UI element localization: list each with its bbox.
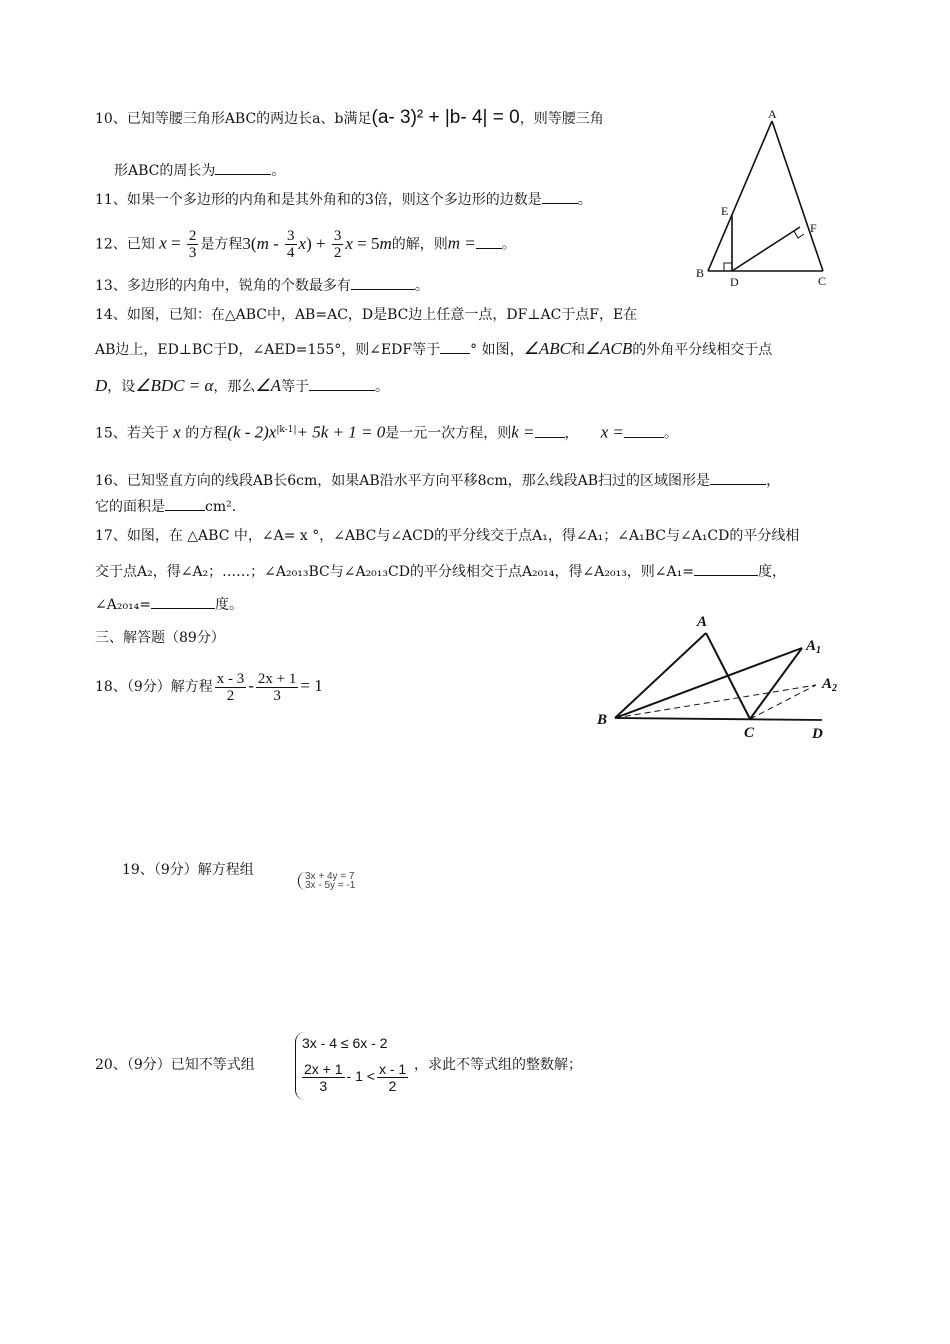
q19-text: 19、（9分）解方程组 — [122, 862, 254, 878]
q14-text-e: ，那么 — [213, 379, 256, 395]
q20-ineq1: 3x - 4 ≤ 6x - 2 — [302, 1035, 388, 1051]
q19-system — [298, 872, 428, 894]
q15-equation-tail: + 5k + 1 = 0 — [296, 422, 386, 442]
q16-text: 16、已知竖直方向的线段AB长6cm，如果AB沿水平方向平移8cm，那么线段AB扫过的区域图形是 — [95, 473, 711, 489]
label-e: E — [721, 204, 729, 218]
label-f: F — [810, 221, 817, 235]
label-a: A — [768, 107, 777, 121]
q10-text-end: ，则等腰三角 — [519, 111, 604, 127]
right-angle-d — [724, 263, 732, 271]
q13-line — [95, 275, 429, 296]
q15-equation: (k - 2)x — [227, 422, 277, 442]
q13-period: 。 — [414, 278, 429, 294]
q16-comma: ， — [766, 473, 781, 489]
q18-line — [95, 668, 323, 705]
q17-line2 — [95, 561, 786, 582]
q14-angle-abc: ∠ABC — [523, 339, 571, 358]
q14-text-c: 的外角平分线相交于点 — [632, 342, 773, 358]
label-d: D — [730, 275, 739, 289]
q17-degree: 度， — [757, 564, 786, 580]
q14-angle-acb: ∠ACB — [584, 339, 633, 358]
q15-x: x — [173, 422, 181, 442]
q17-line3 — [95, 594, 243, 615]
figure-bisector-triangles — [590, 610, 850, 745]
q18-frac1: $\frac{x - 3}{2}$ — [216, 670, 245, 704]
q15-x-eq: x = — [600, 422, 625, 442]
q16-shape-blank[interactable] — [710, 470, 766, 485]
q12-text-post: 的解，则 — [391, 236, 448, 253]
q12-period: 。 — [501, 236, 516, 253]
q20-frac2: $\frac{x - 1}{2}$ — [378, 1060, 407, 1094]
q12-line — [95, 228, 516, 261]
q18-text: 18、（9分）解方程 — [95, 679, 213, 695]
q11-answer-blank[interactable] — [542, 189, 578, 204]
q16-line1 — [95, 470, 780, 491]
q20-ineq2 — [300, 1058, 410, 1094]
q19-eq1: 3x + 4y = 7 — [305, 872, 355, 882]
q14-text-d: ，设 — [107, 379, 136, 395]
line-ba1 — [615, 648, 802, 718]
side-ba — [615, 633, 706, 718]
q15-k-eq: k = — [511, 422, 535, 442]
q17-text3: ∠A₂₀₁₄= — [95, 597, 152, 613]
q14-and: 和 — [570, 342, 585, 358]
q19-eq2: 3x - 5y = -1 — [305, 880, 356, 891]
q14-line1: 14、如图，已知：在△ABC中，AB=AC，D是BC边上任意一点，DF⊥AC于点F，E在 — [95, 307, 638, 323]
q15-text-pre: 15、若关于 — [95, 425, 169, 442]
q14-point-d: D — [95, 376, 108, 395]
label-c: C — [818, 274, 827, 288]
q12-x: x — [159, 233, 167, 253]
q18-eq: = 1 — [300, 676, 323, 695]
q14-line3 — [95, 376, 389, 397]
q14-period: 。 — [375, 379, 390, 395]
q14-answer-blank-a[interactable] — [309, 376, 375, 391]
q19-line — [122, 860, 254, 880]
q14-line2 — [95, 339, 772, 360]
q15-sep: ， — [564, 425, 579, 442]
q13-answer-blank[interactable] — [351, 275, 415, 290]
label-b: B — [597, 712, 608, 728]
q10-period: 。 — [271, 163, 286, 179]
q12-frac-2-3: $\frac{2}{3}$ — [188, 228, 197, 261]
q12-text-mid: 是方程 — [200, 236, 243, 253]
q15-x-blank[interactable] — [624, 429, 664, 438]
q20-post: ，求此不等式组的整数解； — [414, 1057, 582, 1073]
q17-degree2: 度。 — [215, 597, 244, 613]
q14-text-b: ° 如图， — [470, 342, 524, 358]
line-bd — [615, 718, 822, 720]
q15-text-mid: 的方程 — [185, 425, 228, 442]
q14-text: AB边上，ED⊥BC于D，∠AED=155°，则∠EDF等于 — [95, 342, 441, 358]
label-a2: $A_2$ — [822, 676, 838, 694]
q12-equation: 3(m - $\frac{3}{4}$ x) + $\frac{3}{2}$ x = 5m — [242, 228, 392, 262]
q15-k-blank[interactable] — [535, 429, 565, 438]
q16-text2: 它的面积是 — [95, 499, 165, 515]
q15-exponent: |k-1| — [276, 425, 297, 435]
label-d: D — [812, 726, 823, 742]
segment-df — [732, 227, 800, 271]
label-a: A — [697, 614, 708, 630]
q20-frac1: $\frac{2x + 1}{3}$ — [304, 1060, 343, 1094]
q12-answer-blank[interactable] — [476, 234, 502, 249]
section-heading: 三、解答题（89分） — [95, 630, 225, 646]
side-ac — [772, 121, 823, 271]
q13-text: 13、多边形的内角中，锐角的个数最多有 — [95, 278, 351, 294]
q17-line1: 17、如图，在 △ABC 中，∠A= x °，∠ABC与∠ACD的平分线交于点A₁，得∠A₁；∠A₁BC与∠A₁CD的平分线相 — [95, 528, 800, 544]
q18-minus: - — [248, 676, 254, 695]
q10-line1 — [95, 108, 604, 129]
q11-line — [95, 189, 592, 210]
q10-equation: (a- 3)² + |b- 4| = 0 — [371, 107, 520, 128]
q18-frac2: $\frac{2x + 1}{3}$ — [257, 670, 297, 704]
q14-angle-a: ∠A — [255, 376, 282, 395]
q15-text-post: 是一元一次方程，则 — [385, 425, 512, 442]
q11-period: 。 — [577, 192, 592, 208]
q14-text-f: 等于 — [281, 379, 310, 395]
q17-a1-blank[interactable] — [694, 561, 758, 576]
q12-m-eq: m = — [447, 233, 476, 253]
q12-text-pre: 12、已知 — [95, 236, 155, 253]
q14-answer-blank-edf[interactable] — [440, 339, 470, 354]
q11-text: 11、如果一个多边形的内角和是其外角和的3倍，则这个多边形的边数是 — [95, 192, 542, 208]
label-c: C — [744, 725, 755, 741]
q10-text: 10、已知等腰三角形ABC的两边长a、b满足 — [95, 111, 372, 127]
q16-line2 — [95, 496, 236, 517]
q16-unit: cm². — [205, 499, 237, 515]
q20-pre: 20、（9分）已知不等式组 — [95, 1057, 255, 1073]
q10-text2: 形ABC的周长为 — [114, 163, 216, 179]
figure-triangle-abc — [688, 105, 838, 290]
side-ab — [708, 121, 772, 271]
q15-line — [95, 418, 678, 446]
right-angle-f — [794, 231, 804, 238]
q10-line2 — [114, 160, 285, 181]
q14-bdc-eq: ∠BDC = α — [135, 376, 214, 395]
label-b: B — [696, 266, 705, 280]
q12-eq-sign: = — [166, 233, 185, 253]
q10-answer-blank[interactable] — [215, 160, 271, 175]
q17-text: 交于点A₂，得∠A₂；……；∠A₂₀₁₃BC与∠A₂₀₁₃CD的平分线相交于点A₂₀₁₄，得∠A₂₀₁₃，则∠A₁= — [95, 564, 694, 580]
q15-period: 。 — [664, 425, 679, 442]
q16-area-blank[interactable] — [165, 496, 205, 511]
q20-mid: - 1 < — [346, 1068, 375, 1084]
q17-a2014-blank[interactable] — [151, 594, 215, 609]
label-a1: $A_1$ — [806, 638, 822, 656]
